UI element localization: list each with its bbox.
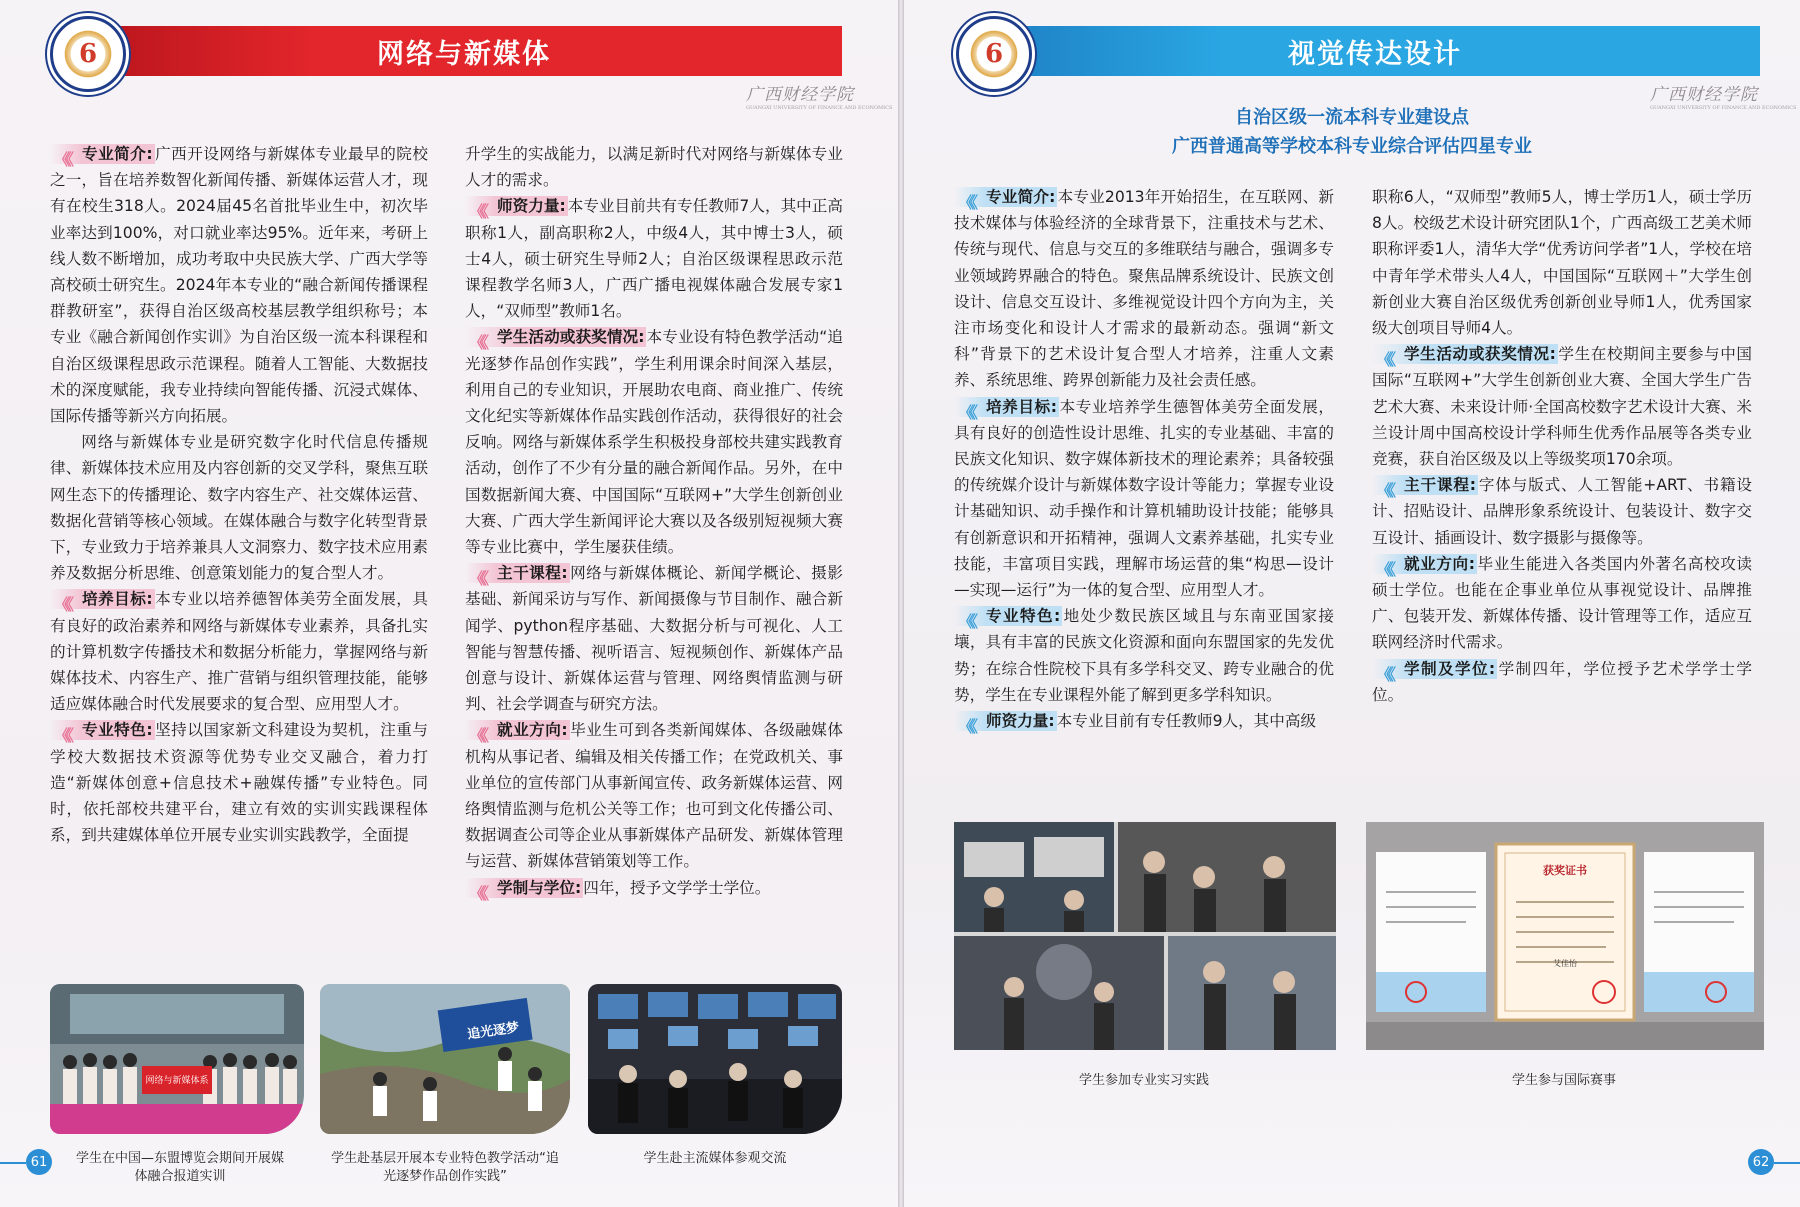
logo-emblem-icon: 6 [61,27,115,81]
right-page [904,0,1800,1207]
chevron-icon: 《《 [54,595,71,615]
photo-field-activity [320,984,570,1134]
chevron-icon: 《《 [469,569,486,589]
career-text: 毕业生能进入各类国内外著名高校攻读硕士学位。也能在企事业单位从事视觉设计、品牌推广、包装开发、新媒体传播、设计管理等工作，适应互联网经济时代需求。 [1372,554,1752,652]
watermark [746,80,892,111]
continued-text: 升学生的实战能力，以满足新时代对网络与新媒体专业人才的需求。 [465,145,843,190]
section-heading: 《《 培养目标: [50,589,155,609]
chevron-icon: 《《 [54,726,71,746]
logo-emblem-icon: 6 [967,27,1021,81]
degree-text: 学制四年，学位授予艺术学学士学位。 [1372,659,1752,704]
chevron-icon: 《《 [469,883,486,903]
chevron-icon: 《《 [958,717,975,737]
right-column-1 [954,184,1334,737]
university-logo [956,16,1032,92]
chevron-icon: 《《 [469,202,486,222]
university-logo [50,16,126,92]
activity-text: 学生在校期间主要参与中国国际“互联网+”大学生创新创业大赛、全国大学生广告艺术大赛、未来设计师·全国高校数字艺术设计大赛、米兰设计周中国高校设计学科师生优秀作品展等各类专业竞赛，获自治区级及以上等级奖项170余项。 [1372,345,1752,469]
watermark-text: 广西财经学院 [746,85,854,105]
section-heading: 《《 学生活动或获奖情况: [465,327,646,347]
chevron-icon: 《《 [1376,664,1393,684]
photo-caption: 学生赴基层开展本专业特色教学活动“追光逐梦作品创作实践” [331,1151,559,1184]
career-text: 毕业生可到各类新闻媒体、各级融媒体机构从事记者、编辑及相关传播工作；在党政机关、事业单位的宣传部门从事新闻宣传、政务新媒体运营、网络舆情监测与危机公关等工作；也可到文化传播公司、数据调查公司等企业从事新媒体产品研发、新媒体管理与运营、新媒体营销策划等工作。 [465,721,843,871]
faculty-text: 本专业目前共有专任教师7人，其中正高职称1人，副高职称2人，中级4人，其中博士3人，硕士4人，硕士研究生导师2人；自治区级课程思政示范课程教学名师3人，广西广播电视媒体融合发展专家1人，“双师型”教师1名。 [465,197,843,321]
section-heading: 《《 学制与学位: [465,878,583,898]
chevron-icon: 《《 [1376,350,1393,370]
activity-text: 本专业设有特色教学活动“追光逐梦作品创作实践”，学生利用课余时间深入基层，利用自己的专业知识，开展助农电商、商业推广、传统文化纪实等新媒体作品实践创作活动，获得很好的社会反响。网络与新媒体系学生积极投身部校共建实践教育活动，创作了不少有分量的融合新闻作品。另外，在中国数据新闻大赛、中国国际“互联网+”大学生创新创业大赛、广西大学生新闻评论大赛以及各级别短视频大赛等专业比赛中，学生屡获佳绩。 [465,328,843,557]
chevron-icon: 《《 [958,193,975,212]
section-heading: 《《 就业方向: [465,720,570,740]
photo-international-competition [1366,822,1764,1050]
chevron-icon: 《《 [1376,481,1393,501]
section-heading: 《《 就业方向: [1372,554,1477,574]
page-number: 62 [1748,1149,1774,1175]
page-number-line [1774,1162,1800,1164]
section-heading: 《《 主干课程: [1372,475,1478,495]
watermark-subtext: GUANGXI UNIVERSITY OF FINANCE AND ECONOMICS [746,105,893,111]
course-text: 字体与版式、人工智能+ART、书籍设计、招贴设计、品牌形象系统设计、包装设计、数字交互设计、插画设计、数字摄影与摄像等。 [1372,476,1752,547]
intro-paragraph-2: 网络与新媒体专业是研究数字化时代信息传播规律、新媒体技术应用及内容创新的交叉学科，聚焦互联网生态下的传播理论、数字内容生产、社交媒体运营、数据化营销等核心领域。在媒体融合与数字化转型背景下，专业致力于培养兼具人文洞察力、数字技术应用素养及数据分析思维、创意策划能力的复合型人才。 [50,433,428,583]
left-page [0,0,898,1207]
feature-text: 地处少数民族区域且与东南亚国家接壤，具有丰富的民族文化资源和面向东盟国家的先发优势；在综合性院校下具有多学科交叉、跨专业融合的优势，学生在专业课程外能了解到更多学科知识。 [954,607,1334,704]
subtitle-line-1: 自治区级一流本科专业建设点 [1235,107,1469,128]
left-column-1 [50,141,428,848]
goal-text: 本专业培养学生德智体美劳全面发展，具有良好的创造性设计思维、扎实的专业基础、丰富的民族文化知识、数字媒体新技术的理论素养；具备较强的传统媒介设计与新媒体数字设计等能力；掌握专业设计基础知识、动手操作和计算机辅助设计技能；能够具有创新意识和开拓精神，强调人文素养基础，扎实专业技能，丰富项目实践，理解市场运营的集“构思—设计—实现—运行”为一体的复合型、应用型人才。 [954,397,1334,600]
photo-caption: 学生参与国际赛事 [1511,1073,1616,1088]
banner-title: 视觉传达设计 [990,26,1760,76]
photo-internship-collage [954,822,1336,1050]
chevron-icon: 《《 [958,612,975,632]
certificate-name: 艾佳怡 [1553,959,1577,968]
section-heading: 《《 主干课程: [465,563,570,583]
watermark-subtext: GUANGXI UNIVERSITY OF FINANCE AND ECONOMICS [1650,105,1797,111]
section-heading: 《《 专业简介: [50,144,155,164]
photo-caption: 学生赴主流媒体参观交流 [643,1151,787,1166]
chevron-icon: 《《 [469,726,486,746]
left-column-2 [465,141,843,901]
intro-text: 广西开设网络与新媒体专业最早的院校之一，旨在培养数智化新闻传播、新媒体运营人才，现有在校生318人。2024届45名首批毕业生中，初次毕业率达到100%，对口就业率达95%。近年来，考研上线人数不断增加，成功考取中央民族大学、广西大学等高校硕士研究生。2024年本专业的“融合新闻传播课程群教研室”，获得自治区级高校基层教学组织称号；本专业《融合新闻创作实训》为自治区级一流本科课程和自治区级课程思政示范课程。随着人工智能、大数据技术的深度赋能，我专业持续向智能传播、沉浸式媒体、国际传播等新兴方向拓展。 [50,145,428,426]
section-heading: 《《 学制及学位: [1372,659,1497,679]
chevron-icon: 《《 [54,150,71,169]
subtitle-line-2: 广西普通高等学校本科专业综合评估四星专业 [1172,136,1532,157]
intro-text: 本专业2013年开始招生，在互联网、新技术媒体与体验经济的全球背景下，注重技术与艺术、传统与现代、信息与交互的多维联结与融合，强调多专业领域跨界融合的特色。聚焦品牌系统设计、民族文创设计、信息交互设计、多维视觉设计四个方向为主，关注市场变化和设计人才需求的最新动态。强调“新文科”背景下的艺术设计复合型人才培养，注重人文素养、系统思维、跨界创新能力及社会责任感。 [954,188,1334,390]
page-number-line [0,1162,26,1164]
section-heading: 《《 学生活动或获奖情况: [1372,344,1558,364]
section-heading: 《《 专业简介: [954,187,1057,207]
photo-caption: 学生参加专业实习实践 [1078,1073,1209,1088]
watermark-text: 广西财经学院 [1650,85,1758,105]
banner-title: 网络与新媒体 [86,26,842,76]
feature-text: 坚持以国家新文科建设为契机，注重与学校大数据技术资源等优势专业交叉融合，着力打造“新媒体创意+信息技术+融媒传播”专业特色。同时，依托部校共建平台，建立有效的实训实践课程体系，到共建媒体单位开展专业实训实践教学，全面提 [50,721,428,845]
section-heading: 《《 师资力量: [954,711,1057,731]
chevron-icon: 《《 [469,333,486,353]
page-number: 61 [26,1149,52,1175]
section-heading: 《《 培养目标: [954,397,1059,417]
continued-text: 职称6人，“双师型”教师5人，博士学历1人，硕士学历8人。校级艺术设计研究团队1个，广西高级工艺美术师职称评委1人，清华大学“优秀访问学者”1人，学校在培中青年学术带头人4人，中国国际“互联网＋”大学生创新创业大赛自治区级优秀创新创业导师1人，优秀国家级大创项目导师4人。 [1372,188,1752,338]
photo-banner-text: 网络与新媒体系 [145,1076,209,1086]
course-text: 网络与新媒体概论、新闻学概论、摄影基础、新闻采访与写作、新闻摄像与节目制作、融合新闻学、python程序基础、大数据分析与可视化、人工智能与智慧传播、视听语言、短视频创作、新媒体产品创意与设计、新媒体运营与管理、网络舆情监测与研判、社会学调查与研究方法。 [465,564,843,714]
photo-caption: 学生在中国—东盟博览会期间开展媒体融合报道实训 [75,1151,284,1184]
goal-text: 本专业以培养德智体美劳全面发展，具有良好的政治素养和网络与新媒体专业素养，具备扎实的计算机数字传播技术和数据分析能力，掌握网络与新媒体技术、内容生产、推广营销与组织管理技能，能够适应媒体融合时代发展要求的复合型、应用型人才。 [50,590,428,714]
degree-text: 四年，授予文学学士学位。 [583,878,771,897]
chevron-icon: 《《 [1376,559,1393,579]
faculty-text: 本专业目前有专任教师9人，其中高级 [1056,712,1317,731]
photo-expo-report [50,984,304,1134]
photo-media-visit [588,984,842,1134]
section-heading: 《《 专业特色: [954,606,1062,626]
photo-banner-text: 追光逐梦 [466,1020,521,1043]
chevron-icon: 《《 [958,402,975,422]
right-column-2 [1372,184,1752,708]
certificate-title: 获奖证书 [1543,864,1587,877]
section-heading: 《《 师资力量: [465,196,568,216]
section-heading: 《《 专业特色: [50,720,155,740]
